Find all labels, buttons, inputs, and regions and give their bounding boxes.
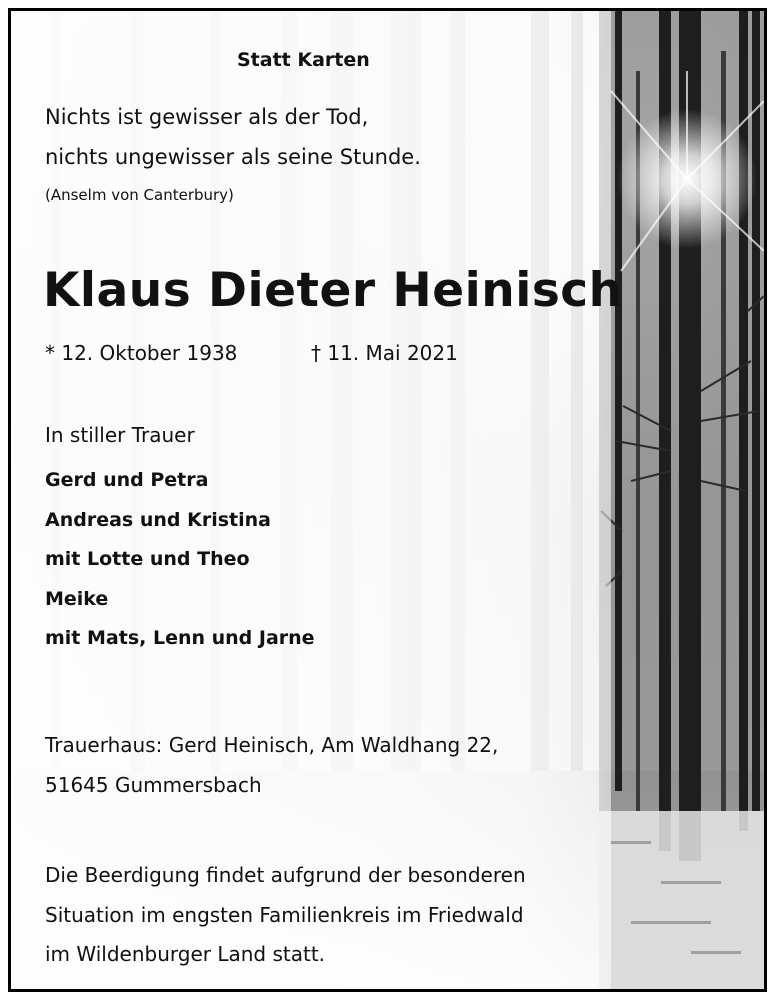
- mourner-name: Meike: [45, 588, 109, 610]
- mourner-name: Andreas und Kristina: [45, 509, 271, 531]
- funeral-line-3: im Wildenburger Land statt.: [45, 942, 326, 966]
- deceased-name: Klaus Dieter Heinisch: [43, 263, 623, 318]
- funeral-line-1: Die Beerdigung findet aufgrund der besonderen: [45, 863, 526, 887]
- mourner-name: Gerd und Petra: [45, 469, 209, 491]
- mourner-name: mit Lotte und Theo: [45, 548, 250, 570]
- quote-line-1: Nichts ist gewisser als der Tod,: [45, 105, 369, 129]
- obituary-notice: [8, 8, 767, 992]
- mourner-name: mit Mats, Lenn und Jarne: [45, 627, 315, 649]
- notice-content: [11, 11, 623, 989]
- death-date: † 11. Mai 2021: [311, 341, 458, 365]
- address-line-2: 51645 Gummersbach: [45, 773, 262, 797]
- mourning-intro: In stiller Trauer: [45, 423, 195, 447]
- funeral-line-2: Situation im engsten Familienkreis im Friedwald: [45, 903, 524, 927]
- address-line-1: Trauerhaus: Gerd Heinisch, Am Waldhang 22,: [45, 733, 499, 757]
- quote-line-2: nichts ungewisser als seine Stunde.: [45, 145, 421, 169]
- quote-author: (Anselm von Canterbury): [45, 186, 234, 204]
- statt-karten-heading: Statt Karten: [237, 49, 370, 71]
- birth-date: * 12. Oktober 1938: [45, 341, 238, 365]
